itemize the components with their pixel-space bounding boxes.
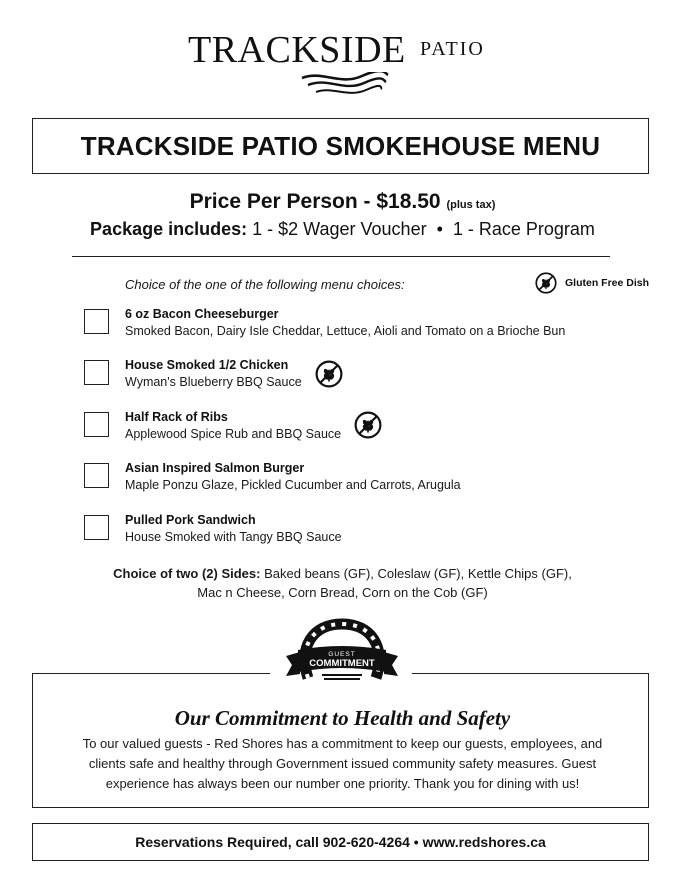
gluten-free-legend bbox=[535, 272, 649, 294]
badge-text-bottom: COMMITMENT bbox=[309, 658, 375, 669]
choice-intro: Choice of the one of the following menu choices: bbox=[125, 277, 405, 292]
brand-logo-sub: PATIO bbox=[420, 38, 485, 60]
menu-title-box bbox=[32, 118, 649, 174]
price-line bbox=[0, 190, 685, 214]
gluten-free-legend-label: Gluten Free Dish bbox=[565, 277, 650, 289]
package-items: 1 - $2 Wager Voucher • 1 - Race Program bbox=[252, 219, 595, 239]
item-checkbox[interactable] bbox=[84, 463, 109, 488]
item-checkbox[interactable] bbox=[84, 515, 109, 540]
gluten-free-icon bbox=[315, 360, 343, 388]
footer-text: Reservations Required, call 902-620-4264 • www.redshores.ca bbox=[135, 834, 546, 850]
item-name: 6 oz Bacon Cheeseburger bbox=[125, 307, 279, 321]
divider bbox=[72, 256, 610, 257]
commitment-line-3: experience has always been our number one priority. Thank you for dining with us! bbox=[105, 776, 580, 791]
badge-text-top: GUEST bbox=[328, 651, 356, 658]
item-desc: House Smoked with Tangy BBQ Sauce bbox=[125, 530, 342, 544]
item-name: Asian Inspired Salmon Burger bbox=[125, 461, 305, 475]
wave-logo-icon bbox=[300, 72, 390, 98]
item-checkbox[interactable] bbox=[84, 360, 109, 385]
sides-line-2: Mac n Cheese, Corn Bread, Corn on the Cob (GF) bbox=[197, 585, 488, 600]
commitment-body bbox=[58, 734, 627, 794]
price-label: Price Per Person - $18.50 bbox=[189, 190, 441, 213]
item-desc: Smoked Bacon, Dairy Isle Cheddar, Lettuce, Aioli and Tomato on a Brioche Bun bbox=[125, 324, 566, 338]
gluten-free-icon bbox=[535, 272, 557, 294]
item-desc: Wyman's Blueberry BBQ Sauce bbox=[125, 375, 302, 389]
item-checkbox[interactable] bbox=[84, 412, 109, 437]
commitment-title: Our Commitment to Health and Safety bbox=[174, 706, 511, 730]
gluten-free-icon bbox=[354, 411, 382, 439]
item-name: Pulled Pork Sandwich bbox=[125, 513, 256, 527]
item-desc: Maple Ponzu Glaze, Pickled Cucumber and Carrots, Arugula bbox=[125, 478, 461, 492]
package-label: Package includes: bbox=[90, 219, 248, 239]
package-line bbox=[0, 219, 685, 240]
item-checkbox[interactable] bbox=[84, 309, 109, 334]
menu-title: TRACKSIDE PATIO SMOKEHOUSE MENU bbox=[80, 130, 601, 161]
item-name: Half Rack of Ribs bbox=[125, 410, 228, 424]
sides-section bbox=[0, 564, 685, 602]
brand-logo-name: TRACKSIDE bbox=[188, 29, 406, 71]
item-name: House Smoked 1/2 Chicken bbox=[125, 358, 289, 372]
footer-box bbox=[32, 823, 649, 861]
commitment-line-2: clients safe and healthy through Government issued community safety measures. Guest bbox=[88, 756, 597, 771]
horseshoe-badge-icon bbox=[280, 618, 404, 684]
sides-label: Choice of two (2) Sides: bbox=[113, 566, 261, 581]
sides-line-1: Baked beans (GF), Coleslaw (GF), Kettle Chips (GF), bbox=[264, 566, 572, 581]
price-note: (plus tax) bbox=[446, 199, 496, 211]
item-desc: Applewood Spice Rub and BBQ Sauce bbox=[125, 427, 342, 441]
commitment-line-1: To our valued guests - Red Shores has a commitment to keep our guests, employees, and bbox=[82, 736, 603, 751]
